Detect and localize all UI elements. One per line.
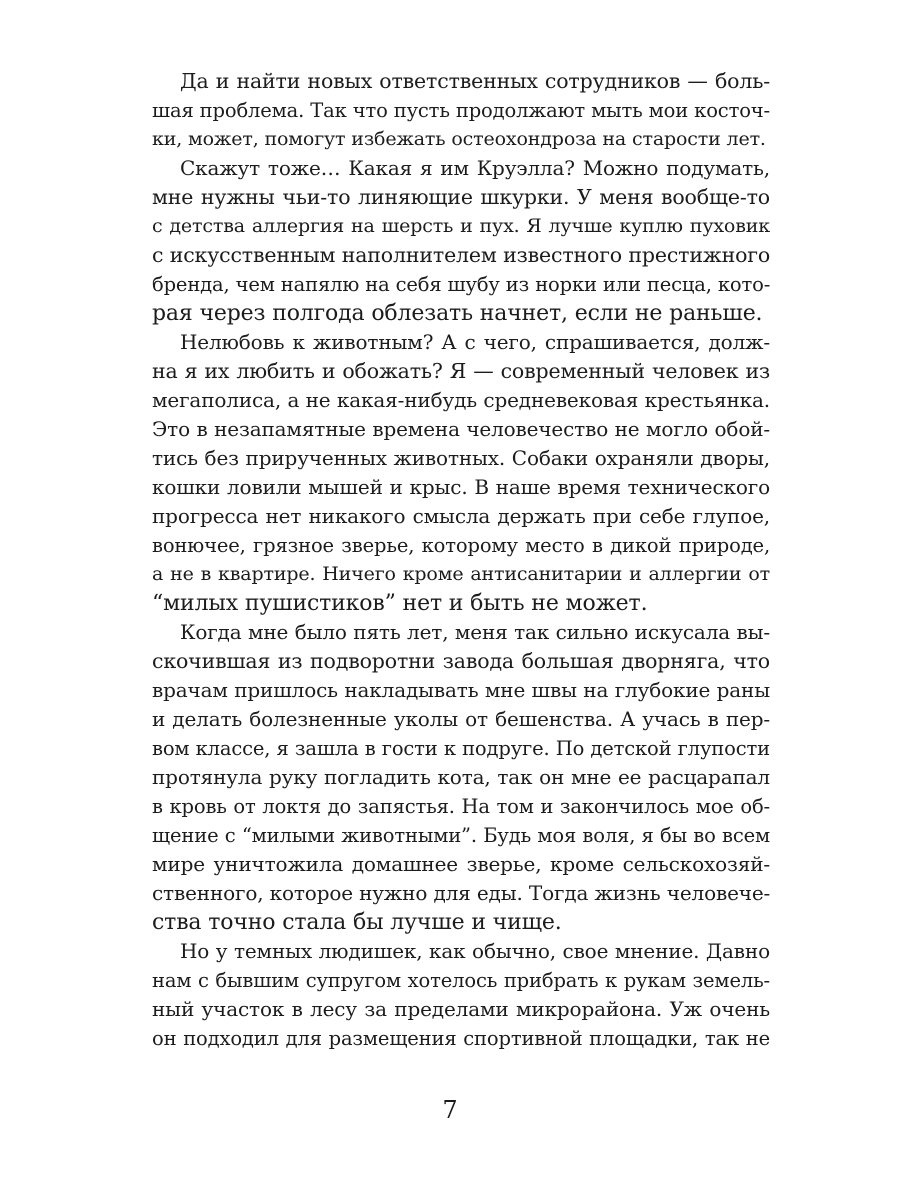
text-line: шая проблема. Так что пусть продолжают мыть мои косточ-: [152, 99, 770, 122]
text-line: мегаполиса, а не какая-нибудь средневековая крестьянка.: [152, 388, 770, 412]
text-line: кошки ловили мышей и крыс. В наше время технического: [152, 475, 770, 499]
text-line: и делать болезненные уколы от бешенства. А учась в пер-: [152, 707, 770, 731]
text-line: скочившая из подворотни завода большая дворняга, что: [152, 649, 770, 673]
text-line: прогресса нет никакого смысла держать при себе глупое,: [152, 504, 770, 528]
text-line: Когда мне было пять лет, меня так сильно искусала вы-: [180, 620, 770, 644]
text-line: тись без прирученных животных. Собаки охраняли дворы,: [152, 446, 770, 470]
text-line: “милых пушистиков” нет и быть не может.: [152, 591, 648, 616]
text-line: вонючее, грязное зверье, которому место в дикой природе,: [152, 534, 770, 557]
text-line: врачам пришлось накладывать мне швы на глубокие раны: [152, 678, 770, 702]
text-line: мне нужны чьи-то линяющие шкурки. У меня вообще-то: [152, 185, 770, 209]
text-line: рая через полгода облезать начнет, если не раньше.: [152, 301, 763, 326]
text-line: ственного, которое нужно для еды. Тогда жизнь человече-: [152, 881, 771, 905]
text-line: ки, может, помогут избежать остеохондроза на старости лет.: [152, 128, 766, 150]
text-line: нам с бывшим супругом хотелось прибрать к рукам земель-: [152, 969, 770, 992]
text-line: протянула руку погладить кота, так он мне ее расцарапал: [152, 765, 770, 789]
text-line: он подходил для размещения спортивной площадки, так не: [152, 1027, 770, 1050]
text-line: Скажут тоже… Какая я им Круэлла? Можно подумать,: [180, 156, 770, 180]
page-number: 7: [442, 1096, 458, 1124]
body-text: [152, 67, 770, 1053]
text-line: а не в квартире. Ничего кроме антисанитарии и аллергии от: [152, 563, 770, 585]
text-line: ный участок в лесу за пределами микрорайона. Уж очень: [152, 997, 770, 1021]
text-line: ства точно стала бы лучше и чище.: [152, 910, 562, 935]
text-line: в кровь от локтя до запястья. На том и закончилось мое об-: [152, 795, 770, 818]
text-line: Но у темных людишек, как обычно, свое мнение. Давно: [180, 939, 770, 963]
text-line: Да и найти новых ответственных сотрудников — боль-: [180, 69, 770, 93]
text-line: Нелюбовь к животным? А с чего, спрашивается, долж-: [180, 330, 770, 354]
text-line: на я их любить и обожать? Я — современный человек из: [152, 359, 770, 383]
text-line: вом классе, я зашла в гости к подруге. По детской глупости: [152, 737, 770, 760]
text-line: бренда, чем напялю на себя шубу из норки или песца, кото-: [152, 273, 771, 296]
text-line: Это в незапамятные времена человечество не могло обой-: [152, 417, 770, 441]
text-line: мире уничтожила домашнее зверье, кроме сельскохозяй-: [152, 852, 770, 876]
text-line: с искусственным наполнителем известного престижного: [152, 243, 771, 267]
text-line: с детства аллергия на шерсть и пух. Я лучше куплю пуховик: [152, 215, 770, 237]
text-line: щение с “милыми животными”. Будь моя воля, я бы во всем: [152, 824, 770, 847]
